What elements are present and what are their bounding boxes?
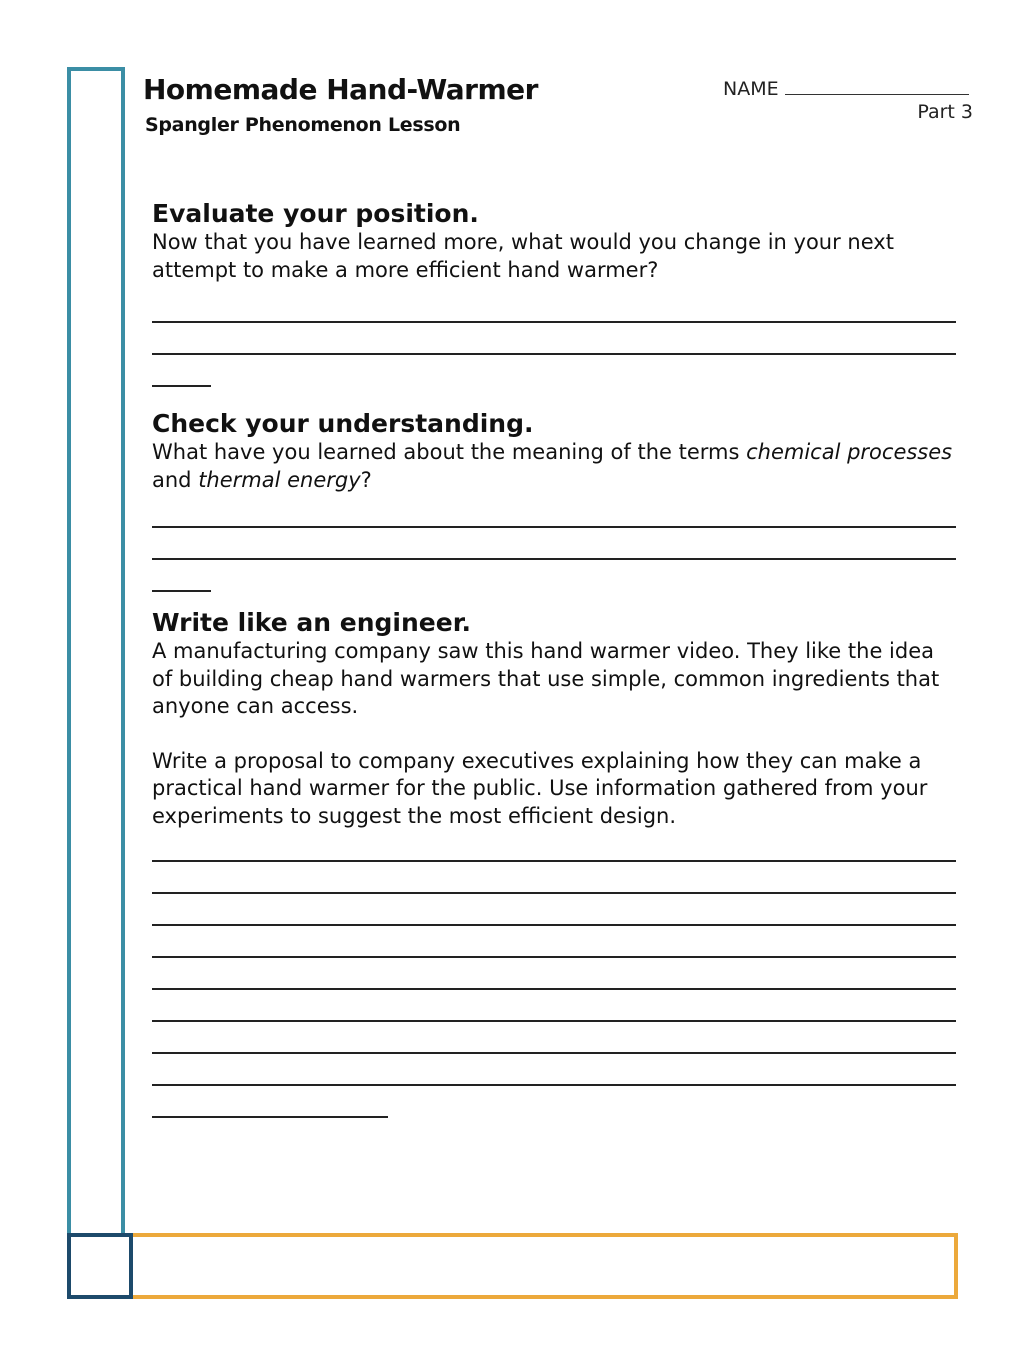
answer-line[interactable] [152, 990, 956, 1022]
section-evaluate [152, 199, 956, 387]
answer-lines[interactable] [152, 291, 956, 387]
worksheet-title: Homemade Hand-Warmer [143, 73, 538, 106]
prompt-text: What have you learned about the meaning of the terms [152, 440, 747, 464]
answer-line[interactable] [152, 830, 956, 862]
answer-line[interactable] [152, 291, 956, 323]
bottom-frame-bar [129, 1233, 958, 1299]
left-frame-border [67, 67, 125, 1237]
answer-line[interactable] [152, 958, 956, 990]
section-paragraph: A manufacturing company saw this hand warmer video. They like the idea of building cheap hand warmers that use simple, common ingredients that anyone can access. [152, 639, 940, 718]
name-field[interactable] [723, 76, 969, 100]
answer-lines[interactable] [152, 496, 956, 592]
answer-line[interactable] [152, 560, 211, 592]
section-understanding [152, 409, 956, 592]
name-label: NAME [723, 78, 779, 100]
answer-line[interactable] [152, 355, 211, 387]
answer-line[interactable] [152, 926, 956, 958]
section-prompt: Now that you have learned more, what would you change in your next attempt to make a more efficient hand warmer? [152, 230, 894, 282]
worksheet-subtitle: Spangler Phenomenon Lesson [145, 114, 461, 136]
answer-line[interactable] [152, 1086, 388, 1118]
section-engineer [152, 608, 956, 1118]
answer-line[interactable] [152, 1054, 956, 1086]
part-label: Part 3 [917, 101, 973, 123]
answer-lines[interactable] [152, 830, 956, 1118]
answer-line[interactable] [152, 528, 956, 560]
prompt-text: and [152, 467, 199, 492]
section-prompt [152, 439, 956, 494]
section-heading: Evaluate your position. [152, 199, 479, 228]
term-chemical-processes: chemical processes [746, 440, 953, 464]
prompt-text: ? [360, 467, 372, 492]
answer-line[interactable] [152, 862, 956, 894]
name-blank[interactable] [785, 76, 969, 95]
section-paragraph: Write a proposal to company executives explaining how they can make a practical hand warmer for the public. Use information gathered from your experiments to suggest the most efficient design. [152, 748, 928, 828]
term-thermal-energy: thermal energy [198, 467, 361, 492]
answer-line[interactable] [152, 323, 956, 355]
corner-box [67, 1233, 133, 1299]
answer-line[interactable] [152, 894, 956, 926]
answer-line[interactable] [152, 496, 956, 528]
section-heading: Check your understanding. [152, 409, 534, 438]
answer-line[interactable] [152, 1022, 956, 1054]
section-heading: Write like an engineer. [152, 608, 471, 637]
